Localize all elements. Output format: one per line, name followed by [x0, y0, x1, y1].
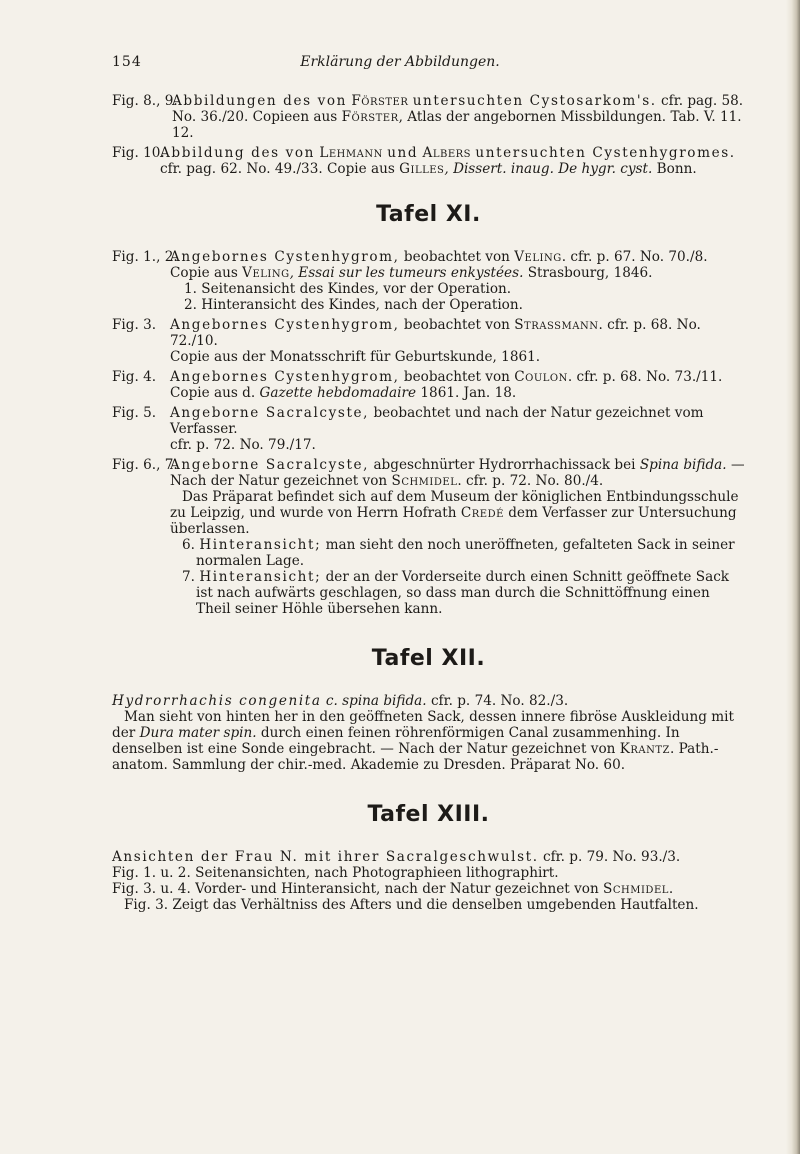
plate11-figure-1	[112, 249, 745, 313]
plate13-heading	[112, 849, 745, 865]
entry-text: beobachtet von	[403, 369, 510, 385]
spaced-text: Hinteransicht;	[199, 569, 322, 585]
entry-text: beobachtet von	[403, 317, 510, 333]
spaced-text: Angebornes Cystenhygrom,	[170, 249, 400, 265]
spaced-text: Angebornes Cystenhygrom,	[170, 317, 400, 333]
author-name: Schmidel	[391, 473, 458, 489]
entry-text: —	[730, 457, 745, 473]
plate-title-xi: Tafel XI.	[376, 202, 481, 227]
sub-item-6	[182, 537, 745, 569]
sub-label: 6.	[182, 537, 195, 553]
plate-title-xii: Tafel XII.	[371, 646, 486, 671]
author-name: Credé	[460, 505, 504, 521]
plate11-figure-5	[112, 405, 745, 453]
plate-title-xiii: Tafel XIII.	[367, 802, 490, 827]
spaced-text: Hinteransicht;	[199, 537, 322, 553]
figure-label: Fig. 1. u. 2.	[112, 865, 191, 881]
italic-text: Gazette hebdomadaire	[259, 385, 417, 401]
italic-text: Spina bifida.	[639, 457, 727, 473]
entry-text: Seitenansichten, nach Photographieen lithographirt.	[195, 865, 559, 881]
entry-text: cfr. pag. 62. No. 49./33. Copie aus	[160, 161, 395, 177]
entry-text: cfr. p. 79. No. 93./3.	[542, 849, 681, 865]
spaced-text: und	[387, 145, 419, 161]
spaced-text: untersuchten Cystenhygromes.	[475, 145, 736, 161]
entry-text: cfr. p. 74. No. 82./3.	[430, 693, 569, 709]
entry-text: Strasbourg, 1846.	[527, 265, 653, 281]
author-name: Förster	[351, 93, 409, 109]
italic-text: Dura mater spin.	[139, 725, 257, 741]
entry-text: . cfr. p. 68. No. 72./10.	[170, 317, 701, 349]
page-header	[0, 54, 800, 74]
entry-text: Man sieht von hinten her in den geöffneten Sack, dessen innere fibröse Auskleidung mit der	[112, 709, 734, 741]
entry-text: beobachtet und nach der Natur gezeichnet vom Verfasser.	[170, 405, 704, 437]
sub-item-1: 1. Seitenansicht des Kindes, vor der Operation.	[184, 281, 512, 297]
entry-text: Bonn.	[656, 161, 697, 177]
plate12-description	[112, 693, 745, 773]
spaced-text: Abbildungen des von	[172, 93, 348, 109]
figure-entry-8	[112, 93, 745, 141]
spaced-text: Ansichten der Frau N. mit ihrer Sacralgeschwulst.	[112, 849, 539, 865]
author-name: Coulon	[514, 369, 568, 385]
running-title: Erklärung der Abbildungen.	[300, 54, 500, 70]
entry-text: abgeschnürter Hydrorrhachissack bei	[373, 457, 636, 473]
figure-label: Fig. 1., 2.	[112, 249, 178, 265]
spaced-text: untersuchten Cystosarkom's.	[412, 93, 657, 109]
spaced-text: Angeborne Sacralcyste,	[170, 405, 370, 421]
author-name: Schmidel	[603, 881, 669, 897]
entry-text: Das Präparat befindet sich auf dem Museum der königlichen Entbindungsschule zu Leipzig, und wurde von Herrn Hofrath	[170, 489, 739, 521]
spaced-text: Angeborne Sacralcyste,	[170, 457, 370, 473]
author-name: Strassmann	[514, 317, 599, 333]
italic-text: c. spina bifida.	[325, 693, 427, 709]
author-name: Krantz	[619, 741, 670, 757]
figure-label: Fig. 6., 7.	[112, 457, 178, 473]
plate11-figure-6	[112, 457, 745, 617]
sub-item-2: 2. Hinteransicht des Kindes, nach der Operation.	[184, 297, 523, 313]
figure-label: Fig. 3. u. 4.	[112, 881, 191, 897]
italic-text: , Dissert. inaug. De hygr. cyst.	[444, 161, 653, 177]
author-name: Förster	[341, 109, 399, 125]
figure-label: Fig. 3.	[112, 317, 157, 333]
specimen-note	[170, 489, 745, 537]
author-name: Gilles	[399, 161, 445, 177]
italic-text: , Essai sur les tumeurs enkystées.	[289, 265, 524, 281]
figure-label: Fig. 8., 9.	[112, 93, 178, 109]
entry-text: Vorder- und Hinteransicht, nach der Natur gezeichnet von	[195, 881, 599, 897]
page-content	[112, 93, 745, 913]
sub-item-fig3: Fig. 3. Zeigt das Verhältniss des Afters und die denselben umgebenden Hautfalten.	[124, 897, 699, 913]
entry-text: der an der Vorderseite durch einen Schnitt geöffnete Sack ist nach aufwärts geschlagen, so dass man durch die Schnittöffnung einen Theil seiner Höhle übersehen kann.	[196, 569, 730, 617]
figure-label: Fig. 5.	[112, 405, 157, 421]
plate13-figure-3	[112, 881, 745, 913]
entry-text: durch einen feinen röhrenförmigen Canal zusammenhing. In denselben ist eine Sonde eingebracht. — Nach der Natur gezeichnet von	[112, 725, 680, 757]
figure-label: Fig. 4.	[112, 369, 157, 385]
entry-text: Copie aus d.	[170, 385, 256, 401]
plate12-body	[112, 709, 745, 773]
sub-label: 7.	[182, 569, 195, 585]
italic-heading: Hydrorrhachis congenita	[112, 693, 322, 709]
page-number: 154	[112, 54, 142, 70]
author-name: Albers	[422, 145, 472, 161]
entry-text: . cfr. p. 67. No. 70./8.	[561, 249, 708, 265]
figure-label: Fig. 10.	[112, 145, 165, 161]
plate11-figure-4	[112, 369, 745, 401]
spaced-text: Angebornes Cystenhygrom,	[170, 369, 400, 385]
entry-text: man sieht den noch uneröffneten, gefalteten Sack in seiner normalen Lage.	[196, 537, 735, 569]
entry-text: . cfr. p. 68. No. 73./11.	[567, 369, 723, 385]
plate11-figure-3	[112, 317, 745, 365]
spaced-text: Abbildung des von	[160, 145, 316, 161]
entry-text: . cfr. p. 72. No. 80./4.	[457, 473, 604, 489]
figure-entry-10	[112, 145, 745, 177]
author-name: Lehmann	[319, 145, 383, 161]
entry-text: Nach der Natur gezeichnet von	[170, 473, 388, 489]
entry-text: cfr. pag. 58. No. 36./20. Copieen aus	[172, 93, 744, 125]
entry-text: .	[668, 881, 674, 897]
entry-text: cfr. p. 72. No. 79./17.	[170, 437, 316, 453]
entry-text: dem Verfasser zur Untersuchung überlassen.	[170, 505, 737, 537]
author-name: Veling	[514, 249, 562, 265]
sub-item-7	[182, 569, 745, 617]
entry-text: . Path.-anatom. Sammlung der chir.-med. Akademie zu Dresden. Präparat No. 60.	[112, 741, 719, 773]
plate13-figure-1	[112, 865, 745, 881]
entry-text: Copie aus der Monatsschrift für Geburtskunde, 1861.	[170, 349, 541, 365]
page-edge-shadow	[786, 0, 800, 1154]
entry-text: beobachtet von	[403, 249, 510, 265]
entry-text: 1861. Jan. 18.	[420, 385, 517, 401]
author-name: Veling	[242, 265, 290, 281]
entry-text: , Atlas der angebornen Missbildungen. Tab. V. 11. 12.	[172, 109, 742, 141]
entry-text: Copie aus	[170, 265, 238, 281]
